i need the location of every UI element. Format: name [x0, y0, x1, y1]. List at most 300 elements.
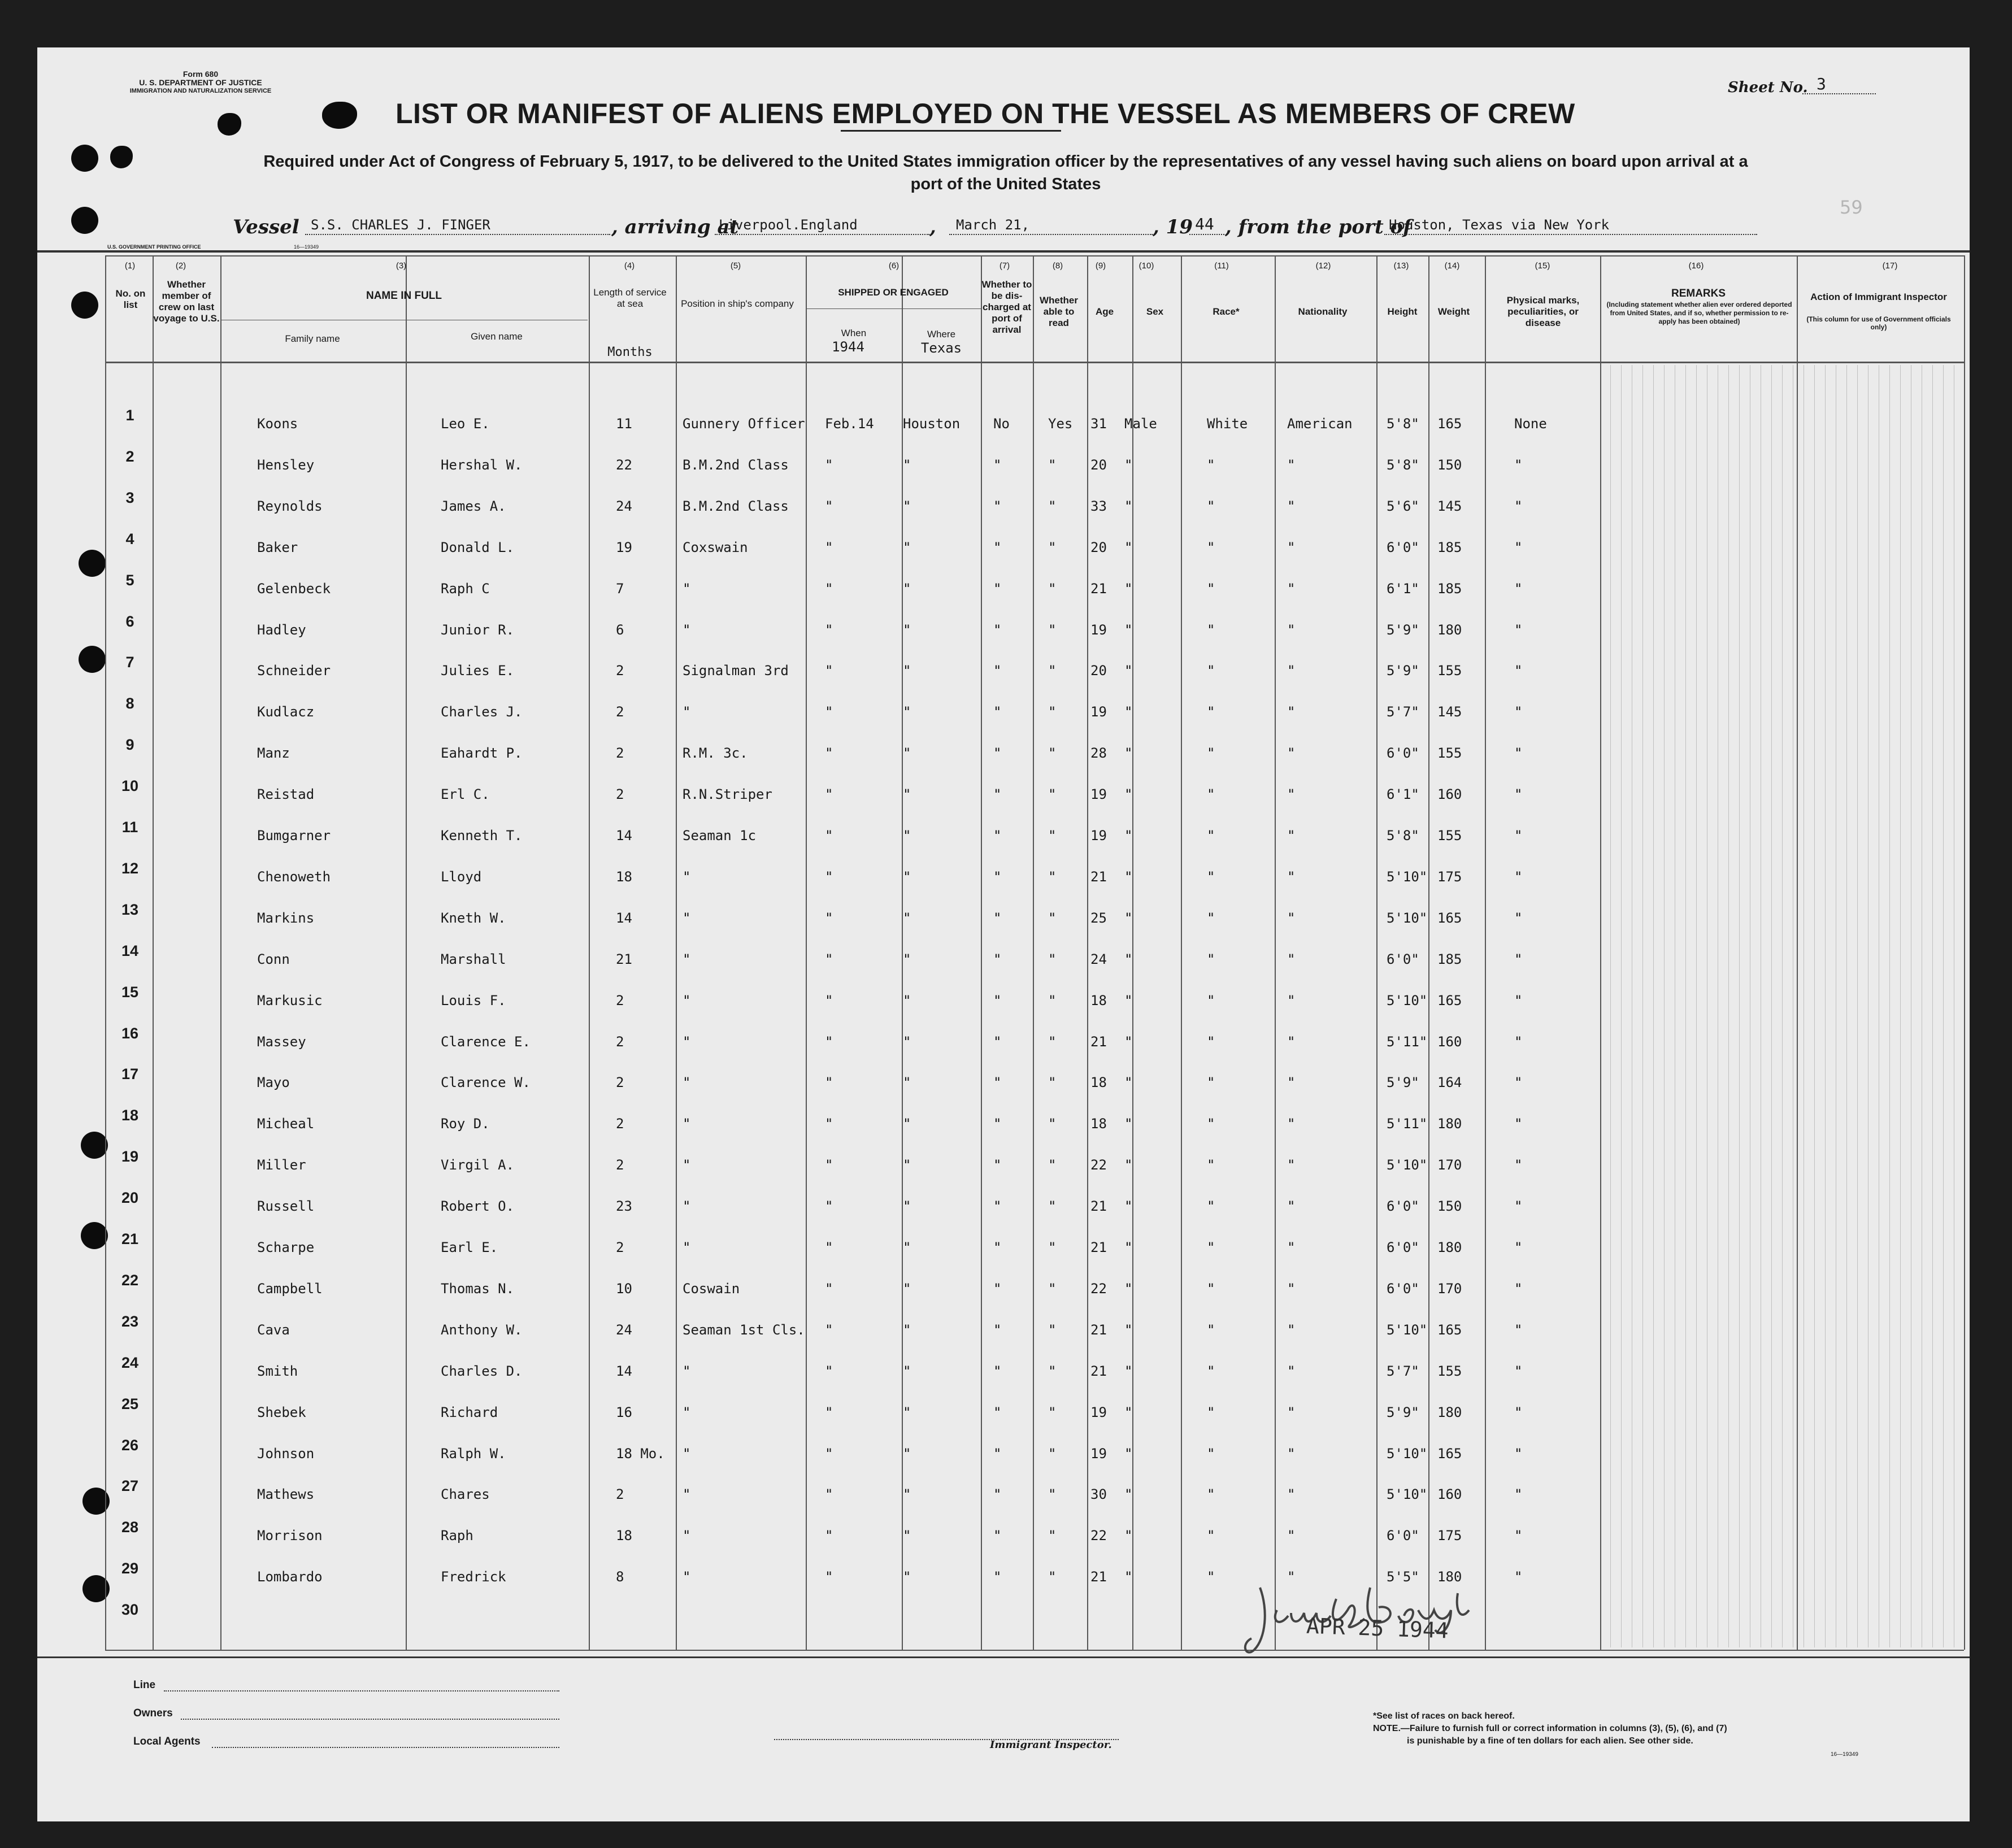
cell-given: Anthony W.: [441, 1321, 523, 1338]
cell-height: 6'0": [1387, 745, 1419, 762]
cell-weight: 150: [1437, 1198, 1462, 1215]
cell-sex: ": [1124, 992, 1133, 1008]
cell-nationality: ": [1287, 868, 1296, 885]
cell-when: ": [825, 828, 833, 843]
cell-where: ": [903, 951, 911, 967]
cell-service: 2: [616, 1033, 624, 1050]
row-number: 4: [125, 530, 134, 547]
cell-disch: ": [993, 1280, 1002, 1297]
cell-physical: ": [1514, 663, 1523, 679]
row-number: 14: [121, 942, 139, 959]
cell-age: 19: [1090, 621, 1107, 638]
header-able-read: Whether able to read: [1040, 295, 1078, 328]
cell-weight: 180: [1437, 621, 1462, 638]
cell-position: Gunnery Officer: [683, 416, 805, 432]
cell-read: ": [1048, 992, 1057, 1008]
cell-height: 5'9": [1387, 621, 1419, 638]
col-num-13: (13): [1393, 261, 1409, 271]
cell-age: 21: [1090, 1569, 1107, 1585]
cell-disch: ": [993, 456, 1002, 473]
cell-where: ": [903, 1528, 911, 1544]
cell-disch: ": [993, 621, 1002, 638]
cell-given: Earl E.: [441, 1240, 498, 1255]
cell-age: 21: [1090, 868, 1107, 885]
remarks-ruling: [1771, 365, 1772, 1647]
cell-position: ": [683, 868, 691, 885]
cell-physical: ": [1514, 1363, 1523, 1379]
cell-read: ": [1048, 539, 1057, 555]
cell-when: ": [825, 1528, 833, 1544]
cell-age: 22: [1090, 1528, 1107, 1544]
punch-hole: [79, 550, 106, 577]
cell-where: Houston: [903, 416, 961, 432]
sheet-underline: [1802, 93, 1876, 94]
column-rule: [1087, 255, 1088, 1650]
cell-when: ": [825, 1240, 833, 1255]
cell-sex: ": [1124, 1445, 1133, 1462]
cell-family: Johnson: [257, 1445, 315, 1462]
cell-given: Marshall: [441, 951, 506, 967]
column-rule: [589, 255, 590, 1650]
sheet-number: 3: [1817, 75, 1826, 93]
cell-weight: 160: [1437, 1486, 1462, 1503]
cell-sex: ": [1124, 951, 1133, 967]
remarks-ruling: [1728, 365, 1729, 1647]
cell-sex: ": [1124, 456, 1133, 473]
cell-sex: ": [1124, 621, 1133, 638]
header-age: Age: [1095, 306, 1114, 317]
cell-family: Smith: [257, 1363, 298, 1379]
cell-physical: ": [1514, 786, 1523, 803]
cell-where: ": [903, 1280, 911, 1297]
cell-weight: 180: [1437, 1116, 1462, 1132]
cell-disch: ": [993, 1486, 1002, 1503]
cell-age: 21: [1090, 1240, 1107, 1255]
cell-race: ": [1207, 951, 1215, 967]
cell-family: Campbell: [257, 1280, 323, 1297]
cell-sex: ": [1124, 868, 1133, 885]
punch-hole: [81, 1222, 108, 1249]
cell-when: ": [825, 1569, 833, 1585]
cell-read: ": [1048, 1321, 1057, 1338]
cell-height: 5'10": [1387, 992, 1428, 1008]
cell-service: 2: [616, 992, 624, 1008]
header-when-value: 1944: [832, 339, 864, 355]
cell-sex: ": [1124, 745, 1133, 762]
cell-physical: None: [1514, 416, 1547, 432]
cell-where: ": [903, 828, 911, 843]
cell-read: ": [1048, 1445, 1057, 1462]
cell-sex: ": [1124, 786, 1133, 803]
cell-read: ": [1048, 1157, 1057, 1173]
header-bottom-rule: [105, 362, 1964, 363]
cell-nationality: ": [1287, 1075, 1296, 1091]
cell-when: ": [825, 1116, 833, 1132]
cell-service: 2: [616, 663, 624, 679]
cell-race: ": [1207, 1321, 1215, 1338]
cell-race: ": [1207, 1240, 1215, 1255]
cell-physical: ": [1514, 539, 1523, 555]
cell-physical: ": [1514, 1486, 1523, 1503]
cell-position: ": [683, 1198, 691, 1215]
cell-height: 5'10": [1387, 1157, 1428, 1173]
cell-where: ": [903, 580, 911, 597]
cell-service: 2: [616, 704, 624, 720]
cell-family: Koons: [257, 416, 298, 432]
cell-nationality: ": [1287, 951, 1296, 967]
cell-read: ": [1048, 663, 1057, 679]
col-num-9: (9): [1095, 261, 1106, 271]
cell-family: Reynolds: [257, 498, 323, 514]
cell-age: 19: [1090, 1404, 1107, 1420]
cell-service: 14: [616, 910, 632, 926]
cell-read: ": [1048, 1033, 1057, 1050]
vessel-label: Vessel: [233, 216, 299, 238]
cell-height: 5'9": [1387, 663, 1419, 679]
cell-race: ": [1207, 663, 1215, 679]
header-where: Where: [927, 329, 956, 340]
cell-disch: ": [993, 1528, 1002, 1544]
cell-family: Mayo: [257, 1075, 290, 1091]
cell-given: Richard: [441, 1404, 498, 1420]
column-rule: [1964, 255, 1965, 1650]
cell-family: Miller: [257, 1157, 306, 1173]
failure-note: NOTE.—Failure to furnish full or correct information in columns (3), (5), (6), and (7): [1373, 1724, 1727, 1733]
cell-service: 16: [616, 1404, 632, 1420]
cell-position: ": [683, 1157, 691, 1173]
cell-height: 5'5": [1387, 1569, 1419, 1585]
line-underline: [164, 1690, 559, 1692]
cell-position: Seaman 1c: [683, 828, 757, 843]
cell-read: ": [1048, 1116, 1057, 1132]
cell-sex: ": [1124, 1321, 1133, 1338]
cell-physical: ": [1514, 745, 1523, 762]
cell-when: ": [825, 1033, 833, 1050]
cell-where: ": [903, 1240, 911, 1255]
cell-height: 5'6": [1387, 498, 1419, 514]
cell-read: ": [1048, 1363, 1057, 1379]
column-rule: [153, 255, 154, 1650]
cell-family: Conn: [257, 951, 290, 967]
cell-disch: ": [993, 1157, 1002, 1173]
cell-position: ": [683, 1240, 691, 1255]
cell-service: 18: [616, 1528, 632, 1544]
cell-physical: ": [1514, 1569, 1523, 1585]
cell-service: 21: [616, 951, 632, 967]
cell-age: 19: [1090, 704, 1107, 720]
cell-age: 19: [1090, 828, 1107, 843]
cell-where: ": [903, 745, 911, 762]
row-number: 2: [125, 447, 134, 465]
cell-family: Chenoweth: [257, 868, 331, 885]
cell-family: Mathews: [257, 1486, 315, 1503]
cell-where: ": [903, 1445, 911, 1462]
col-num-4: (4): [624, 261, 635, 271]
fine-note: is punishable by a fine of ten dollars for each alien. See other side.: [1407, 1736, 1693, 1746]
cell-family: Baker: [257, 539, 298, 555]
subtitle: [113, 150, 1898, 195]
cell-weight: 164: [1437, 1075, 1462, 1091]
header-name-in-full: NAME IN FULL: [366, 290, 442, 302]
column-rule: [1033, 255, 1034, 1650]
cell-sex: ": [1124, 1198, 1133, 1215]
cell-nationality: ": [1287, 498, 1296, 514]
arriving-label: , arriving at: [611, 216, 739, 238]
cell-disch: ": [993, 1363, 1002, 1379]
cell-physical: ": [1514, 621, 1523, 638]
cell-physical: ": [1514, 992, 1523, 1008]
sheet-label: Sheet No.: [1728, 79, 1808, 96]
row-number: 20: [121, 1189, 139, 1207]
cell-read: ": [1048, 1404, 1057, 1420]
cell-given: Donald L.: [441, 539, 515, 555]
year-underline: [1189, 234, 1224, 235]
title-underline: [841, 130, 1061, 132]
table-bottom-rule: [105, 1650, 1964, 1651]
cell-height: 5'10": [1387, 1445, 1428, 1462]
row-number: 18: [121, 1107, 139, 1124]
cell-age: 21: [1090, 1198, 1107, 1215]
cell-age: 24: [1090, 951, 1107, 967]
remarks-ruling: [1621, 365, 1622, 1647]
row-number: 12: [121, 859, 139, 877]
cell-disch: ": [993, 1240, 1002, 1255]
row-number: 6: [125, 612, 134, 630]
cell-given: Robert O.: [441, 1198, 515, 1215]
cell-disch: ": [993, 1321, 1002, 1338]
row-number: 27: [121, 1477, 139, 1495]
cell-read: ": [1048, 1280, 1057, 1297]
cell-height: 6'0": [1387, 1280, 1419, 1297]
cell-weight: 145: [1437, 704, 1462, 720]
cell-position: R.M. 3c.: [683, 745, 748, 762]
cell-weight: 175: [1437, 1528, 1462, 1544]
cell-position: ": [683, 1033, 691, 1050]
cell-height: 5'8": [1387, 828, 1419, 843]
col-num-12: (12): [1315, 261, 1331, 271]
cell-when: ": [825, 1445, 833, 1462]
cell-position: ": [683, 1528, 691, 1544]
cell-race: ": [1207, 1404, 1215, 1420]
col-num-8: (8): [1052, 261, 1063, 271]
cell-nationality: ": [1287, 1033, 1296, 1050]
subtitle-line-1: Required under Act of Congress of February 5, 1917, to be delivered to the United States immigration officer by the representatives of any vessel having such aliens on board upon arrival at a: [263, 153, 1748, 171]
header-shipped: SHIPPED OR ENGAGED: [838, 287, 949, 298]
column-rule: [1376, 255, 1377, 1650]
cell-height: 5'10": [1387, 910, 1428, 926]
subtitle-line-2: port of the United States: [910, 175, 1101, 193]
cell-nationality: ": [1287, 1569, 1296, 1585]
cell-where: ": [903, 1321, 911, 1338]
row-number: 9: [125, 736, 134, 754]
remarks-ruling: [1900, 365, 1901, 1647]
cell-weight: 170: [1437, 1280, 1462, 1297]
header-action: Action of Immigrant Inspector: [1810, 292, 1947, 302]
cell-race: ": [1207, 704, 1215, 720]
column-rule: [981, 255, 982, 1650]
cell-physical: ": [1514, 1198, 1523, 1215]
cell-read: ": [1048, 704, 1057, 720]
cell-race: ": [1207, 910, 1215, 926]
col-num-15: (15): [1535, 261, 1550, 271]
cell-sex: ": [1124, 704, 1133, 720]
cell-sex: ": [1124, 828, 1133, 843]
col-num-16: (16): [1688, 261, 1704, 271]
cell-race: ": [1207, 1445, 1215, 1462]
cell-where: ": [903, 621, 911, 638]
cell-family: Morrison: [257, 1528, 323, 1544]
cell-where: ": [903, 992, 911, 1008]
cell-service: 2: [616, 786, 624, 803]
cell-family: Markusic: [257, 992, 323, 1008]
remarks-ruling: [1653, 365, 1654, 1647]
cell-service: 2: [616, 1116, 624, 1132]
cell-given: Kenneth T.: [441, 828, 523, 843]
cell-race: ": [1207, 1075, 1215, 1091]
print-code-top: 16—19349: [294, 244, 319, 250]
arrival-year: 44: [1195, 215, 1214, 233]
cell-given: Raph C: [441, 580, 490, 597]
header-where-value: Texas: [920, 340, 962, 356]
cell-age: 25: [1090, 910, 1107, 926]
cell-where: ": [903, 1404, 911, 1420]
cell-when: Feb.14: [825, 416, 874, 432]
cell-height: 6'1": [1387, 786, 1419, 803]
cell-where: ": [903, 1486, 911, 1503]
cell-weight: 165: [1437, 1445, 1462, 1462]
cell-given: Leo E.: [441, 416, 490, 432]
cell-given: Roy D.: [441, 1116, 490, 1132]
column-rule: [406, 255, 407, 1650]
col-num-14: (14): [1444, 261, 1460, 271]
row-number: 30: [121, 1601, 139, 1619]
cell-when: ": [825, 704, 833, 720]
column-rule: [1797, 255, 1798, 1650]
cell-physical: ": [1514, 1033, 1523, 1050]
cell-where: ": [903, 786, 911, 803]
cell-nationality: ": [1287, 786, 1296, 803]
cell-sex: ": [1124, 910, 1133, 926]
cell-read: ": [1048, 745, 1057, 762]
cell-weight: 165: [1437, 910, 1462, 926]
remarks-ruling: [1696, 365, 1697, 1647]
cell-sex: ": [1124, 1033, 1133, 1050]
cell-position: ": [683, 1116, 691, 1132]
cell-where: ": [903, 1116, 911, 1132]
cell-read: ": [1048, 1528, 1057, 1544]
cell-given: James A.: [441, 498, 506, 514]
header-remarks: REMARKS: [1671, 288, 1726, 299]
remarks-ruling: [1782, 365, 1783, 1647]
cell-race: ": [1207, 621, 1215, 638]
cell-physical: ": [1514, 868, 1523, 885]
cell-disch: ": [993, 868, 1002, 885]
cell-where: ": [903, 868, 911, 885]
agents-underline: [212, 1747, 559, 1748]
cell-disch: ": [993, 1198, 1002, 1215]
cell-service: 2: [616, 1075, 624, 1091]
cell-height: 6'1": [1387, 580, 1419, 597]
cell-age: 19: [1090, 786, 1107, 803]
remarks-ruling: [1685, 365, 1686, 1647]
row-number: 16: [121, 1024, 139, 1042]
cell-race: ": [1207, 1486, 1215, 1503]
cell-position: ": [683, 992, 691, 1008]
cell-given: Junior R.: [441, 621, 515, 638]
cell-where: ": [903, 910, 911, 926]
print-code-bottom: 16—19349: [1831, 1751, 1858, 1758]
from-port: Houston, Texas via New York: [1389, 217, 1610, 233]
cell-height: 5'11": [1387, 1033, 1428, 1050]
cell-read: ": [1048, 828, 1057, 843]
header-race: Race*: [1213, 306, 1240, 317]
cell-where: ": [903, 663, 911, 679]
cell-position: ": [683, 580, 691, 597]
cell-age: 31: [1090, 416, 1107, 432]
cell-family: Manz: [257, 745, 290, 762]
cell-service: 11: [616, 416, 632, 432]
cell-when: ": [825, 1075, 833, 1091]
cell-disch: ": [993, 1569, 1002, 1585]
cell-position: Coxswain: [683, 539, 748, 555]
row-number: 29: [121, 1560, 139, 1577]
table-top-rule-2: [105, 255, 1964, 256]
cell-read: ": [1048, 498, 1057, 514]
row-number: 21: [121, 1230, 139, 1247]
cell-when: ": [825, 1486, 833, 1503]
header-physical: Physical marks, peculiarities, or disease: [1506, 295, 1580, 328]
from-label: , from the port of: [1225, 216, 1411, 238]
cell-read: ": [1048, 1486, 1057, 1503]
cell-service: 2: [616, 745, 624, 762]
cell-nationality: ": [1287, 1116, 1296, 1132]
cell-physical: ": [1514, 704, 1523, 720]
cell-race: ": [1207, 745, 1215, 762]
cell-given: Louis F.: [441, 992, 506, 1008]
cell-given: Lloyd: [441, 868, 482, 885]
cell-height: 6'0": [1387, 1198, 1419, 1215]
cell-read: ": [1048, 456, 1057, 473]
arriving-port: Liverpool.England: [719, 217, 858, 233]
agents-label: Local Agents: [133, 1736, 201, 1747]
column-rule: [1485, 255, 1486, 1650]
header-family-name: Family name: [285, 333, 340, 344]
col-num-1: (1): [124, 261, 136, 271]
cell-given: Raph: [441, 1528, 473, 1544]
cell-age: 18: [1090, 1075, 1107, 1091]
cell-sex: ": [1124, 1240, 1133, 1255]
cell-nationality: ": [1287, 992, 1296, 1008]
row-number: 8: [125, 695, 134, 712]
cell-race: ": [1207, 1157, 1215, 1173]
col-num-2: (2): [175, 261, 186, 271]
cell-family: Russell: [257, 1198, 315, 1215]
column-rule: [105, 255, 106, 1650]
cell-weight: 175: [1437, 868, 1462, 885]
cell-disch: ": [993, 1116, 1002, 1132]
cell-height: 5'8": [1387, 416, 1419, 432]
cell-height: 5'8": [1387, 456, 1419, 473]
cell-age: 18: [1090, 992, 1107, 1008]
cell-where: ": [903, 1569, 911, 1585]
cell-position: ": [683, 910, 691, 926]
cell-when: ": [825, 498, 833, 514]
cell-age: 21: [1090, 1321, 1107, 1338]
table-top-rule: [37, 250, 1970, 253]
cell-disch: ": [993, 992, 1002, 1008]
cell-when: ": [825, 910, 833, 926]
row-number: 28: [121, 1519, 139, 1536]
